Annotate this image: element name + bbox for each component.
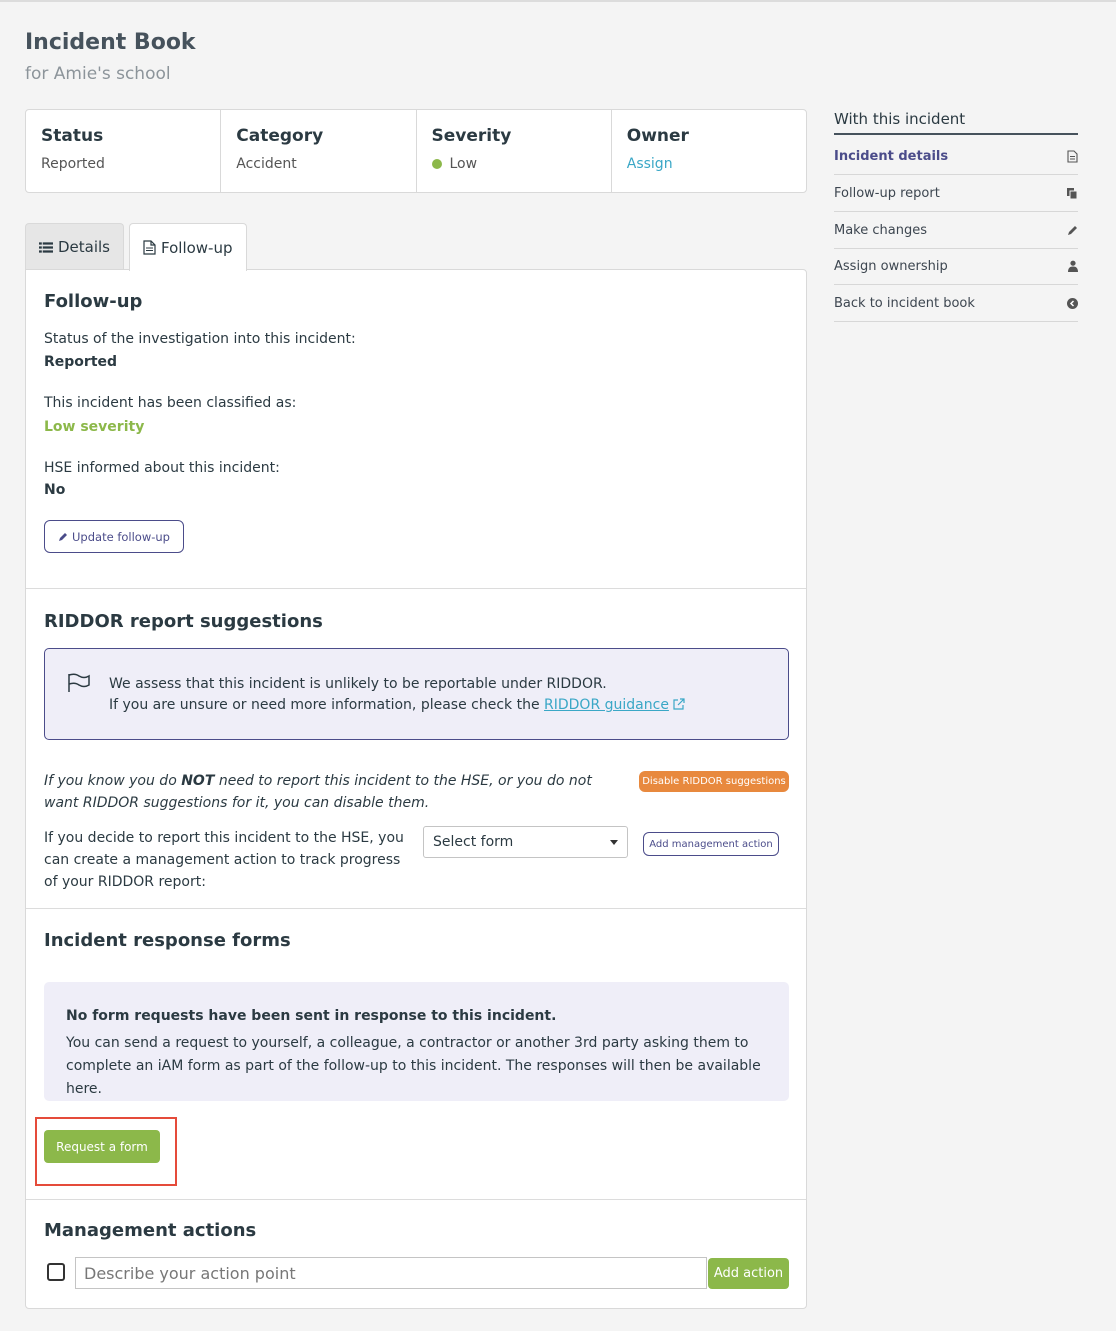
pencil-icon <box>1067 225 1078 236</box>
sidebar-item-incident-details[interactable] <box>834 138 1078 175</box>
summary-value: Reported <box>41 156 105 172</box>
sidebar-rule <box>834 133 1078 135</box>
classified-value: Low severity <box>44 419 145 435</box>
document-icon <box>143 240 156 255</box>
list-icon <box>39 241 53 254</box>
action-point-input[interactable]: Describe your action point <box>75 1257 707 1289</box>
section-divider <box>26 908 806 909</box>
summary-heading: Owner <box>626 126 689 146</box>
followup-title: Follow-up <box>44 291 143 312</box>
copy-icon <box>1066 187 1078 200</box>
riddor-unsure-prefix: If you are unsure or need more information, please check the <box>109 697 545 713</box>
disable-text-pre: If you know you do <box>44 773 182 789</box>
disable-text-not: NOT <box>181 773 215 789</box>
action-checkbox[interactable] <box>47 1263 65 1281</box>
no-forms-info-box <box>44 982 789 1101</box>
summary-status <box>26 110 221 192</box>
document-icon <box>1067 150 1078 163</box>
tab-label: Follow-up <box>161 238 233 257</box>
summary-heading: Severity <box>431 126 512 146</box>
caret-down-icon <box>610 840 618 845</box>
riddor-report-text: If you decide to report this incident to the HSE, you can create a management action to track progress of your RIDDOR report: <box>44 830 404 890</box>
back-arrow-icon <box>1067 298 1078 309</box>
summary-severity <box>417 110 612 192</box>
page-title: Incident Book <box>25 30 196 55</box>
summary-heading: Category <box>236 126 324 146</box>
tab-followup[interactable] <box>129 223 247 271</box>
disable-text-post: need to report this incident to the HSE, or you do not want RIDDOR suggestions for it, you can disable them. <box>44 773 592 811</box>
classified-label: This incident has been classified as: <box>44 395 297 411</box>
riddor-unsure-text <box>109 697 685 713</box>
status-value: Reported <box>44 354 118 370</box>
tab-label: Details <box>57 238 110 256</box>
sidebar-title: With this incident <box>834 110 966 128</box>
sidebar-item-label: Make changes <box>834 222 927 238</box>
summary-category <box>221 110 416 192</box>
management-actions-title: Management actions <box>44 1220 257 1241</box>
no-forms-title: No form requests have been sent in response to this incident. <box>66 1008 557 1024</box>
select-value: Select form <box>433 834 514 850</box>
followup-panel <box>25 269 807 1309</box>
external-link-icon <box>673 698 685 710</box>
summary-value: Accident <box>236 156 297 172</box>
riddor-disable-text <box>44 770 614 814</box>
incident-summary <box>25 109 807 193</box>
summary-value: Low <box>449 156 478 172</box>
tab-details[interactable] <box>25 223 124 270</box>
sidebar-item-label: Back to incident book <box>834 295 975 311</box>
sidebar-item-label: Incident details <box>834 148 949 164</box>
pencil-icon <box>58 532 68 542</box>
page-subtitle: for Amie's school <box>25 64 171 84</box>
user-icon <box>1068 260 1078 272</box>
disable-riddor-button[interactable]: Disable RIDDOR suggestions <box>639 771 789 792</box>
select-form-dropdown[interactable] <box>423 826 628 858</box>
riddor-title: RIDDOR report suggestions <box>44 611 323 632</box>
add-action-button[interactable]: Add action <box>708 1258 789 1289</box>
riddor-assess-text: We assess that this incident is unlikely to be reportable under RIDDOR. <box>109 676 607 692</box>
sidebar-item-label: Follow-up report <box>834 185 940 201</box>
sidebar-item-label: Assign ownership <box>834 258 948 274</box>
update-followup-button[interactable] <box>44 520 184 553</box>
hse-value: No <box>44 482 66 498</box>
sidebar-item-assign-ownership[interactable] <box>834 248 1078 285</box>
severity-dot-icon <box>432 159 442 169</box>
riddor-assessment-box <box>44 648 789 740</box>
hse-label: HSE informed about this incident: <box>44 460 280 476</box>
no-forms-body: You can send a request to yourself, a colleague, a contractor or another 3rd party asking them to complete an iAM form as part of the follow-up to this incident. The responses will then be available here. <box>66 1035 761 1097</box>
assign-owner-link[interactable]: Assign <box>626 156 673 172</box>
status-label: Status of the investigation into this incident: <box>44 331 356 347</box>
summary-owner <box>612 110 806 192</box>
request-form-button[interactable]: Request a form <box>44 1130 160 1163</box>
sidebar-item-followup-report[interactable] <box>834 175 1078 212</box>
sidebar-item-back-to-incident-book[interactable] <box>834 285 1078 322</box>
severity-value-row <box>432 156 596 172</box>
riddor-guidance-link[interactable]: RIDDOR guidance <box>544 697 669 713</box>
section-divider <box>26 1199 806 1200</box>
button-label: Update follow-up <box>72 529 170 544</box>
response-forms-title: Incident response forms <box>44 930 291 951</box>
flag-icon <box>67 673 91 693</box>
add-management-action-button[interactable]: Add management action <box>643 832 779 856</box>
sidebar-item-make-changes[interactable] <box>834 212 1078 249</box>
summary-heading: Status <box>41 126 104 146</box>
section-divider <box>26 588 806 589</box>
